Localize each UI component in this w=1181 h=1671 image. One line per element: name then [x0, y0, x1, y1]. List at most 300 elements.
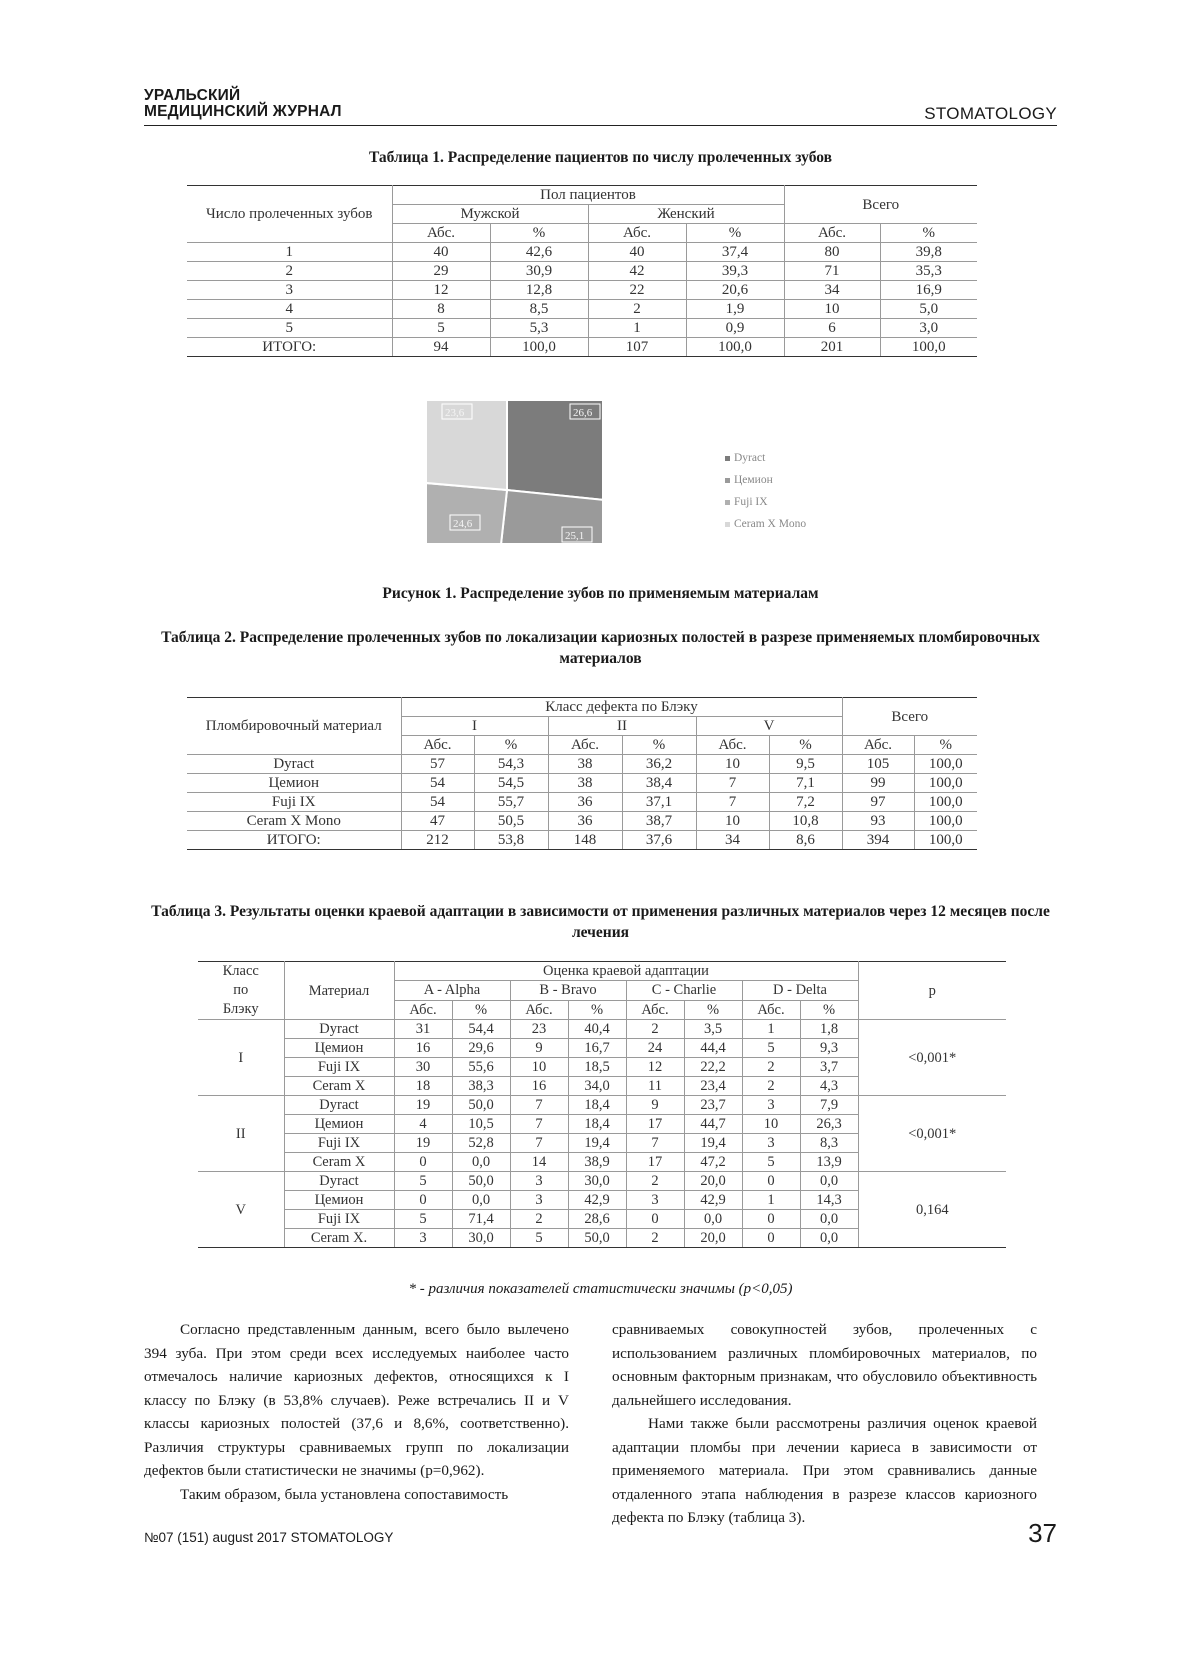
table-cell: 30,9: [490, 262, 588, 281]
table-cell: 100,0: [686, 338, 784, 357]
pie-data-label: 26,6: [573, 407, 593, 419]
table-cell: 99: [842, 774, 914, 793]
table-cell: 38: [548, 755, 622, 774]
table-cell: 5: [394, 1172, 452, 1191]
table-cell: 1: [742, 1191, 800, 1210]
table-cell: 40: [392, 243, 490, 262]
table-cell: 18: [394, 1077, 452, 1096]
table-cell: 36: [548, 793, 622, 812]
table3: [198, 961, 1006, 1248]
table-cell: 22: [588, 281, 686, 300]
table-cell: 38: [548, 774, 622, 793]
table-cell: 3,7: [800, 1058, 858, 1077]
material-name: Цемион: [284, 1191, 394, 1210]
pie-chart: [445, 407, 875, 562]
table-cell: 17: [626, 1153, 684, 1172]
table3-p-header: p: [858, 962, 1006, 1020]
table1: [187, 185, 977, 357]
table2-caption: Таблица 2. Распределение пролеченных зубов по локализации кариозных полостей в разрезе применяемых пломбировочных материалов: [161, 629, 1040, 667]
table2-rowhead: Пломбировочный материал: [187, 698, 401, 755]
table-cell: 22,2: [684, 1058, 742, 1077]
material-name: Ceram X: [284, 1077, 394, 1096]
legend-item: [725, 491, 806, 513]
table-cell: 19: [394, 1096, 452, 1115]
table-cell: 1,9: [686, 300, 784, 319]
table-row: [187, 243, 977, 262]
table-cell: 39,3: [686, 262, 784, 281]
pie-legend: [725, 447, 806, 535]
table-row: [198, 1096, 1006, 1115]
table-cell: 29: [392, 262, 490, 281]
table-cell: 37,6: [622, 831, 696, 850]
table-cell: 394: [842, 831, 914, 850]
row-label: 1: [187, 243, 392, 262]
p-value: <0,001*: [858, 1096, 1006, 1172]
black-class-cell: V: [198, 1172, 284, 1248]
class-ii-header: II: [548, 717, 696, 736]
table-cell: 20,0: [684, 1229, 742, 1248]
abs-header: Абс.: [626, 1000, 684, 1019]
table-cell: 7,2: [769, 793, 842, 812]
pie-slice: [507, 342, 655, 505]
pie-slice: [491, 490, 654, 638]
table-cell: 100,0: [880, 338, 977, 357]
table-cell: 2: [742, 1077, 800, 1096]
material-name: Ceram X.: [284, 1229, 394, 1248]
table-cell: 57: [401, 755, 474, 774]
table-row: [187, 774, 977, 793]
table-cell: 7: [696, 793, 769, 812]
table-cell: 17: [626, 1115, 684, 1134]
material-name: Fuji IX: [284, 1210, 394, 1229]
abs-header: Абс.: [401, 736, 474, 755]
paragraph: Таким образом, была установлена сопоставимость: [180, 1485, 509, 1503]
material-name: Fuji IX: [284, 1058, 394, 1077]
table-cell: 105: [842, 755, 914, 774]
table-cell: 100,0: [914, 793, 977, 812]
table-cell: 0,0: [800, 1229, 858, 1248]
table-cell: 0: [742, 1172, 800, 1191]
section-name: STOMATOLOGY: [924, 104, 1057, 123]
table-cell: 30,0: [568, 1172, 626, 1191]
table-cell: 42: [588, 262, 686, 281]
table-cell: 3: [742, 1096, 800, 1115]
abs-header: Абс.: [784, 224, 880, 243]
row-label: ИТОГО:: [187, 338, 392, 357]
table-cell: 9: [626, 1096, 684, 1115]
table-cell: 3,0: [880, 319, 977, 338]
table1-total-header: Всего: [784, 186, 977, 224]
pct-header: %: [452, 1000, 510, 1019]
table-cell: 3: [394, 1229, 452, 1248]
table3-footnote: * - различия показателей статистически значимы (p<0,05): [408, 1281, 793, 1297]
pie-data-label: 24,6: [453, 518, 473, 530]
table-cell: 47: [401, 812, 474, 831]
table-cell: 93: [842, 812, 914, 831]
table-cell: 10,5: [452, 1115, 510, 1134]
table-cell: 47,2: [684, 1153, 742, 1172]
table-cell: 80: [784, 243, 880, 262]
table-row: [198, 1020, 1006, 1039]
black-class-cell: I: [198, 1020, 284, 1096]
table-cell: 94: [392, 338, 490, 357]
table-cell: 55,7: [474, 793, 548, 812]
table-cell: 6: [784, 319, 880, 338]
figure1-caption: Рисунок 1. Распределение зубов по применяемым материалам: [382, 585, 819, 602]
table-cell: 42,9: [568, 1191, 626, 1210]
journal-title: [144, 88, 342, 120]
table-cell: 2: [588, 300, 686, 319]
table-cell: 34: [696, 831, 769, 850]
table-cell: 10: [696, 812, 769, 831]
material-name: Dyract: [284, 1096, 394, 1115]
table-cell: 2: [742, 1058, 800, 1077]
table-cell: 37,1: [622, 793, 696, 812]
table-cell: 212: [401, 831, 474, 850]
table-cell: 0: [394, 1191, 452, 1210]
table-cell: 0,0: [452, 1153, 510, 1172]
row-label: Dyract: [187, 755, 401, 774]
pie-slice: [359, 477, 507, 637]
table1-female-header: Женский: [588, 205, 784, 224]
table-cell: 12: [626, 1058, 684, 1077]
table-cell: 9: [510, 1039, 568, 1058]
table-cell: 9,3: [800, 1039, 858, 1058]
table-cell: 19,4: [684, 1134, 742, 1153]
table-cell: 34,0: [568, 1077, 626, 1096]
grade-bravo-header: B - Bravo: [510, 981, 626, 1000]
table-cell: 54,3: [474, 755, 548, 774]
table1-rowhead: Число пролеченных зубов: [187, 186, 392, 243]
pie-slice: [360, 342, 507, 490]
table-cell: 18,4: [568, 1115, 626, 1134]
table3-material-header: Материал: [284, 962, 394, 1020]
paragraph: сравниваемых совокупностей зубов, пролеченных с использованием различных пломбировочных материалов, по основным факторным признакам, что обусловило объективность дальнейшего исследования.: [612, 1321, 1037, 1409]
pct-header: %: [490, 224, 588, 243]
table-cell: 42,9: [684, 1191, 742, 1210]
row-label: 4: [187, 300, 392, 319]
material-name: Цемион: [284, 1039, 394, 1058]
table-cell: 7: [626, 1134, 684, 1153]
table-cell: 100,0: [914, 755, 977, 774]
table-cell: 18,4: [568, 1096, 626, 1115]
table-cell: 54,4: [452, 1020, 510, 1039]
abs-header: Абс.: [588, 224, 686, 243]
table-cell: 3: [742, 1134, 800, 1153]
table-cell: 8,5: [490, 300, 588, 319]
abs-header: Абс.: [510, 1000, 568, 1019]
legend-swatch: [725, 522, 730, 527]
table-cell: 71,4: [452, 1210, 510, 1229]
black-class-cell: II: [198, 1096, 284, 1172]
table-cell: 5,3: [490, 319, 588, 338]
table-cell: 5: [510, 1229, 568, 1248]
table-cell: 5: [394, 1210, 452, 1229]
table-cell: 2: [510, 1210, 568, 1229]
material-name: Dyract: [284, 1172, 394, 1191]
pct-header: %: [800, 1000, 858, 1019]
material-name: Цемион: [284, 1115, 394, 1134]
table-cell: 2: [626, 1229, 684, 1248]
table1-caption: Таблица 1. Распределение пациентов по числу пролеченных зубов: [368, 149, 832, 166]
table-cell: 0: [742, 1229, 800, 1248]
class-v-header: V: [696, 717, 842, 736]
table-cell: 71: [784, 262, 880, 281]
table-cell: 5,0: [880, 300, 977, 319]
table-cell: 23,4: [684, 1077, 742, 1096]
table-cell: 20,0: [684, 1172, 742, 1191]
table-cell: 44,4: [684, 1039, 742, 1058]
table-cell: 16: [394, 1039, 452, 1058]
legend-label: Ceram X Mono: [734, 518, 807, 530]
table-cell: 7: [510, 1096, 568, 1115]
row-label: 5: [187, 319, 392, 338]
table-row: [187, 262, 977, 281]
table-cell: 0: [742, 1210, 800, 1229]
table-cell: 148: [548, 831, 622, 850]
table-cell: 4: [394, 1115, 452, 1134]
footer-issue: №07 (151) august 2017 STOMATOLOGY: [144, 1530, 394, 1545]
table-row: [187, 319, 977, 338]
table-cell: 16: [510, 1077, 568, 1096]
pct-header: %: [568, 1000, 626, 1019]
table-cell: 1,8: [800, 1020, 858, 1039]
table-cell: 0: [394, 1153, 452, 1172]
table-cell: 0: [626, 1210, 684, 1229]
row-label: ИТОГО:: [187, 831, 401, 850]
table2: [187, 697, 977, 850]
table-cell: 107: [588, 338, 686, 357]
table-cell: 50,0: [568, 1229, 626, 1248]
table-cell: 5: [392, 319, 490, 338]
table-cell: 12,8: [490, 281, 588, 300]
table-cell: 23,7: [684, 1096, 742, 1115]
pct-header: %: [686, 224, 784, 243]
table-cell: 16,7: [568, 1039, 626, 1058]
pie-data-label: 23,6: [445, 407, 465, 419]
table-cell: 40: [588, 243, 686, 262]
paragraph: Нами также были рассмотрены различия оценок краевой адаптации пломбы при лечении кариеса в зависимости от применяемого материала. При этом сравнивались данные отдаленного этапа наблюдения в разрезе классов кариозного дефекта по Блэку (таблица 3).: [612, 1415, 1037, 1526]
table-cell: 8: [392, 300, 490, 319]
pct-header: %: [769, 736, 842, 755]
body-left-column: [144, 1318, 569, 1506]
table-cell: 5: [742, 1153, 800, 1172]
table-cell: 19,4: [568, 1134, 626, 1153]
table-cell: 38,7: [622, 812, 696, 831]
paragraph: Согласно представленным данным, всего было вылечено 394 зуба. При этом среди всех исследуемых наиболее часто отмечалось наличие кариозных дефектов, относящихся к I классу по Блэку (в 53,8% случаев). Реже встречались II и V классы кариозных полостей (37,6 и 8,6%, соответственно). Различия структуры сравниваемых групп по локализации дефектов были статистически не значимы (р=0,962).: [144, 1321, 569, 1479]
material-name: Dyract: [284, 1020, 394, 1039]
p-value: 0,164: [858, 1172, 1006, 1248]
table1-group-header: Пол пациентов: [392, 186, 784, 205]
table-cell: 28,6: [568, 1210, 626, 1229]
body-right-column: [612, 1318, 1037, 1530]
table-cell: 97: [842, 793, 914, 812]
grade-alpha-header: A - Alpha: [394, 981, 510, 1000]
table-row: [187, 831, 977, 850]
table1-male-header: Мужской: [392, 205, 588, 224]
header-rule: [144, 125, 1057, 126]
table-cell: 5: [742, 1039, 800, 1058]
table-cell: 0,0: [800, 1172, 858, 1191]
table-cell: 13,9: [800, 1153, 858, 1172]
table-cell: 7,1: [769, 774, 842, 793]
abs-header: Абс.: [548, 736, 622, 755]
table-cell: 54: [401, 793, 474, 812]
table-row: [187, 300, 977, 319]
table3-caption: Таблица 3. Результаты оценки краевой адаптации в зависимости от применения различных материалов через 12 месяцев после лечения: [151, 903, 1050, 941]
table-cell: 54: [401, 774, 474, 793]
table-cell: 2: [626, 1172, 684, 1191]
table-cell: 100,0: [914, 812, 977, 831]
table-cell: 16,9: [880, 281, 977, 300]
table-cell: 50,0: [452, 1172, 510, 1191]
pct-header: %: [914, 736, 977, 755]
table-cell: 30: [394, 1058, 452, 1077]
row-label: 2: [187, 262, 392, 281]
legend-label: Цемион: [734, 474, 773, 486]
table-cell: 14,3: [800, 1191, 858, 1210]
table-cell: 40,4: [568, 1020, 626, 1039]
table-cell: 0,0: [452, 1191, 510, 1210]
table-cell: 52,8: [452, 1134, 510, 1153]
table2-group-header: Класс дефекта по Блэку: [401, 698, 842, 717]
table-cell: 31: [394, 1020, 452, 1039]
pie-data-label: 25,1: [565, 530, 585, 542]
table-cell: 100,0: [914, 774, 977, 793]
table-row: [198, 1172, 1006, 1191]
table-row: [187, 338, 977, 357]
table-cell: 34: [784, 281, 880, 300]
p-value: <0,001*: [858, 1020, 1006, 1096]
table-cell: 50,0: [452, 1096, 510, 1115]
figure1-chart: [445, 407, 875, 562]
table-cell: 3: [626, 1191, 684, 1210]
table-cell: 38,3: [452, 1077, 510, 1096]
abs-header: Абс.: [742, 1000, 800, 1019]
legend-item: [725, 447, 806, 469]
table-cell: 7: [696, 774, 769, 793]
legend-swatch: [725, 500, 730, 505]
table-cell: 38,4: [622, 774, 696, 793]
table-cell: 10: [784, 300, 880, 319]
row-label: Цемион: [187, 774, 401, 793]
table-cell: 1: [588, 319, 686, 338]
table3-class-header: Класс по Блэку: [198, 962, 284, 1020]
row-label: Fuji IX: [187, 793, 401, 812]
table-cell: 1: [742, 1020, 800, 1039]
table-cell: 3: [510, 1172, 568, 1191]
table-cell: 3: [510, 1191, 568, 1210]
abs-header: Абс.: [392, 224, 490, 243]
table-cell: 14: [510, 1153, 568, 1172]
table-cell: 30,0: [452, 1229, 510, 1248]
table-cell: 100,0: [914, 831, 977, 850]
legend-swatch: [725, 478, 730, 483]
table-cell: 4,3: [800, 1077, 858, 1096]
table-cell: 10: [510, 1058, 568, 1077]
table-cell: 0,9: [686, 319, 784, 338]
table-cell: 39,8: [880, 243, 977, 262]
table-cell: 36,2: [622, 755, 696, 774]
table-cell: 35,3: [880, 262, 977, 281]
table-cell: 0,0: [800, 1210, 858, 1229]
grade-charlie-header: C - Charlie: [626, 981, 742, 1000]
material-name: Ceram X: [284, 1153, 394, 1172]
journal-title-line2: МЕДИЦИНСКИЙ ЖУРНАЛ: [144, 103, 342, 120]
table-cell: 201: [784, 338, 880, 357]
table-cell: 12: [392, 281, 490, 300]
table-cell: 2: [626, 1020, 684, 1039]
table-cell: 8,6: [769, 831, 842, 850]
table-cell: 10,8: [769, 812, 842, 831]
table-cell: 9,5: [769, 755, 842, 774]
material-name: Fuji IX: [284, 1134, 394, 1153]
table-cell: 26,3: [800, 1115, 858, 1134]
table-cell: 42,6: [490, 243, 588, 262]
table-row: [187, 793, 977, 812]
legend-label: Fuji IX: [734, 496, 768, 508]
legend-item: [725, 469, 806, 491]
legend-item: [725, 513, 806, 535]
pct-header: %: [622, 736, 696, 755]
legend-swatch: [725, 456, 730, 461]
table-cell: 10: [696, 755, 769, 774]
table-cell: 37,4: [686, 243, 784, 262]
abs-header: Абс.: [394, 1000, 452, 1019]
legend-label: Dyract: [734, 452, 766, 464]
table-cell: 50,5: [474, 812, 548, 831]
grade-delta-header: D - Delta: [742, 981, 858, 1000]
table-row: [187, 755, 977, 774]
table-cell: 53,8: [474, 831, 548, 850]
pct-header: %: [880, 224, 977, 243]
table-row: [187, 812, 977, 831]
class-i-header: I: [401, 717, 548, 736]
row-label: 3: [187, 281, 392, 300]
table-cell: 8,3: [800, 1134, 858, 1153]
table-cell: 18,5: [568, 1058, 626, 1077]
table-cell: 23: [510, 1020, 568, 1039]
table-cell: 29,6: [452, 1039, 510, 1058]
abs-header: Абс.: [696, 736, 769, 755]
table-cell: 100,0: [490, 338, 588, 357]
table-cell: 55,6: [452, 1058, 510, 1077]
table2-total-header: Всего: [842, 698, 977, 736]
table-cell: 44,7: [684, 1115, 742, 1134]
table-cell: 7,9: [800, 1096, 858, 1115]
row-label: Ceram X Mono: [187, 812, 401, 831]
abs-header: Абс.: [842, 736, 914, 755]
page-number: 37: [1028, 1518, 1057, 1548]
pct-header: %: [684, 1000, 742, 1019]
table-cell: 20,6: [686, 281, 784, 300]
table-cell: 0,0: [684, 1210, 742, 1229]
table-cell: 7: [510, 1134, 568, 1153]
table-cell: 19: [394, 1134, 452, 1153]
table3-group-header: Оценка краевой адаптации: [394, 962, 858, 981]
table-cell: 11: [626, 1077, 684, 1096]
table-row: [187, 281, 977, 300]
table-cell: 24: [626, 1039, 684, 1058]
table-cell: 7: [510, 1115, 568, 1134]
table-cell: 10: [742, 1115, 800, 1134]
table-cell: 3,5: [684, 1020, 742, 1039]
pct-header: %: [474, 736, 548, 755]
table-cell: 36: [548, 812, 622, 831]
table-cell: 54,5: [474, 774, 548, 793]
table-cell: 38,9: [568, 1153, 626, 1172]
journal-title-line1: УРАЛЬСКИЙ: [144, 87, 241, 104]
